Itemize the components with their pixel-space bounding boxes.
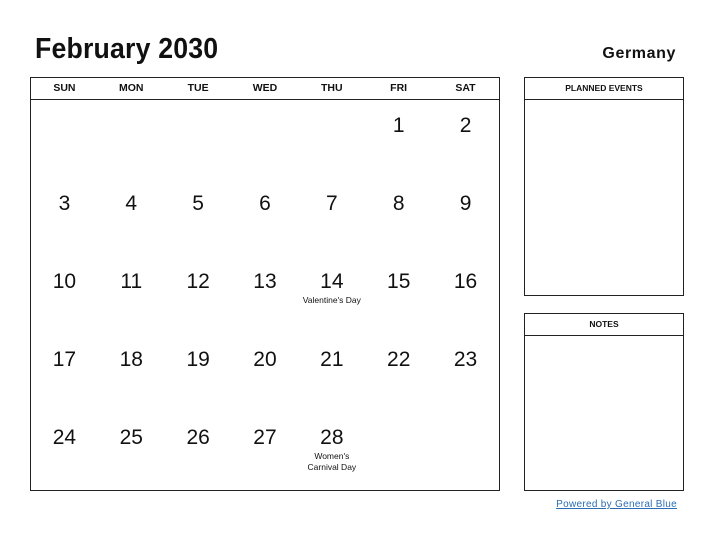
day-cell bbox=[165, 256, 232, 334]
day-number: 3 bbox=[58, 192, 71, 215]
day-number: 23 bbox=[453, 348, 478, 371]
day-number: 21 bbox=[320, 348, 344, 371]
weekday-sat: SAT bbox=[455, 82, 476, 94]
holiday-label: Carnival Day bbox=[307, 462, 357, 472]
day-cell bbox=[165, 100, 232, 178]
weekday-header bbox=[31, 78, 499, 100]
day-number: 14 bbox=[320, 270, 344, 293]
day-cell bbox=[232, 412, 299, 490]
day-number: 19 bbox=[186, 348, 210, 371]
day-cell bbox=[165, 412, 232, 490]
day-number: 27 bbox=[253, 426, 277, 449]
planned-events-panel bbox=[524, 77, 684, 296]
day-cell bbox=[31, 334, 98, 412]
day-cell bbox=[232, 178, 299, 256]
day-cell bbox=[232, 334, 299, 412]
day-cell bbox=[298, 334, 365, 412]
day-number: 7 bbox=[326, 192, 338, 215]
day-cell bbox=[98, 178, 165, 256]
day-cell bbox=[365, 412, 432, 490]
day-number: 20 bbox=[253, 348, 277, 371]
day-cell bbox=[365, 100, 432, 178]
day-cell bbox=[432, 100, 499, 178]
day-number: 2 bbox=[459, 114, 472, 137]
day-cell bbox=[432, 412, 499, 490]
day-cell bbox=[31, 256, 98, 334]
day-cell bbox=[298, 178, 365, 256]
day-cell bbox=[31, 412, 98, 490]
day-cell bbox=[232, 100, 299, 178]
day-number: 5 bbox=[192, 192, 204, 215]
planned-events-heading: PLANNED EVENTS bbox=[525, 78, 683, 100]
day-cell bbox=[298, 100, 365, 178]
page-title: February 2030 bbox=[35, 33, 219, 65]
day-number: 11 bbox=[120, 270, 143, 293]
weekday-sun: SUN bbox=[53, 82, 76, 94]
day-number: 24 bbox=[52, 426, 77, 449]
day-number: 17 bbox=[52, 348, 77, 371]
weekday-thu: THU bbox=[321, 82, 343, 94]
day-cell bbox=[365, 178, 432, 256]
weekday-mon: MON bbox=[119, 82, 144, 94]
powered-by-link[interactable]: Powered by General Blue bbox=[556, 499, 677, 510]
day-number: 13 bbox=[253, 270, 277, 293]
day-number: 6 bbox=[259, 192, 271, 215]
calendar-grid bbox=[30, 77, 500, 491]
day-number: 8 bbox=[392, 192, 405, 215]
day-cell bbox=[432, 178, 499, 256]
day-cell bbox=[232, 256, 299, 334]
day-number: 10 bbox=[52, 270, 77, 293]
day-cell bbox=[298, 256, 365, 334]
day-cell bbox=[365, 256, 432, 334]
day-cell bbox=[98, 100, 165, 178]
day-number: 15 bbox=[387, 270, 411, 293]
day-number: 25 bbox=[119, 426, 143, 449]
day-cell bbox=[432, 256, 499, 334]
day-number: 9 bbox=[459, 192, 472, 215]
day-cell bbox=[165, 178, 232, 256]
day-number: 16 bbox=[453, 270, 478, 293]
day-cell bbox=[98, 412, 165, 490]
day-cells bbox=[31, 100, 499, 490]
day-number: 22 bbox=[387, 348, 411, 371]
day-cell bbox=[98, 256, 165, 334]
notes-heading: NOTES bbox=[525, 314, 683, 336]
day-number: 18 bbox=[119, 348, 143, 371]
day-number: 28 bbox=[320, 426, 344, 449]
day-cell bbox=[165, 334, 232, 412]
weekday-wed: WED bbox=[252, 82, 278, 94]
weekday-tue: TUE bbox=[187, 82, 209, 94]
country-label: Germany bbox=[602, 45, 676, 62]
day-number: 12 bbox=[186, 270, 210, 293]
day-cell bbox=[98, 334, 165, 412]
holiday-label: Women's bbox=[314, 451, 350, 461]
day-number: 1 bbox=[392, 114, 405, 137]
day-cell bbox=[31, 100, 98, 178]
day-cell bbox=[298, 412, 365, 490]
notes-panel bbox=[524, 313, 684, 491]
weekday-fri: FRI bbox=[390, 82, 408, 94]
day-cell bbox=[432, 334, 499, 412]
day-cell bbox=[31, 178, 98, 256]
day-number: 4 bbox=[125, 192, 138, 215]
day-cell bbox=[365, 334, 432, 412]
holiday-label: Valentine's Day bbox=[302, 295, 361, 305]
day-number: 26 bbox=[186, 426, 210, 449]
